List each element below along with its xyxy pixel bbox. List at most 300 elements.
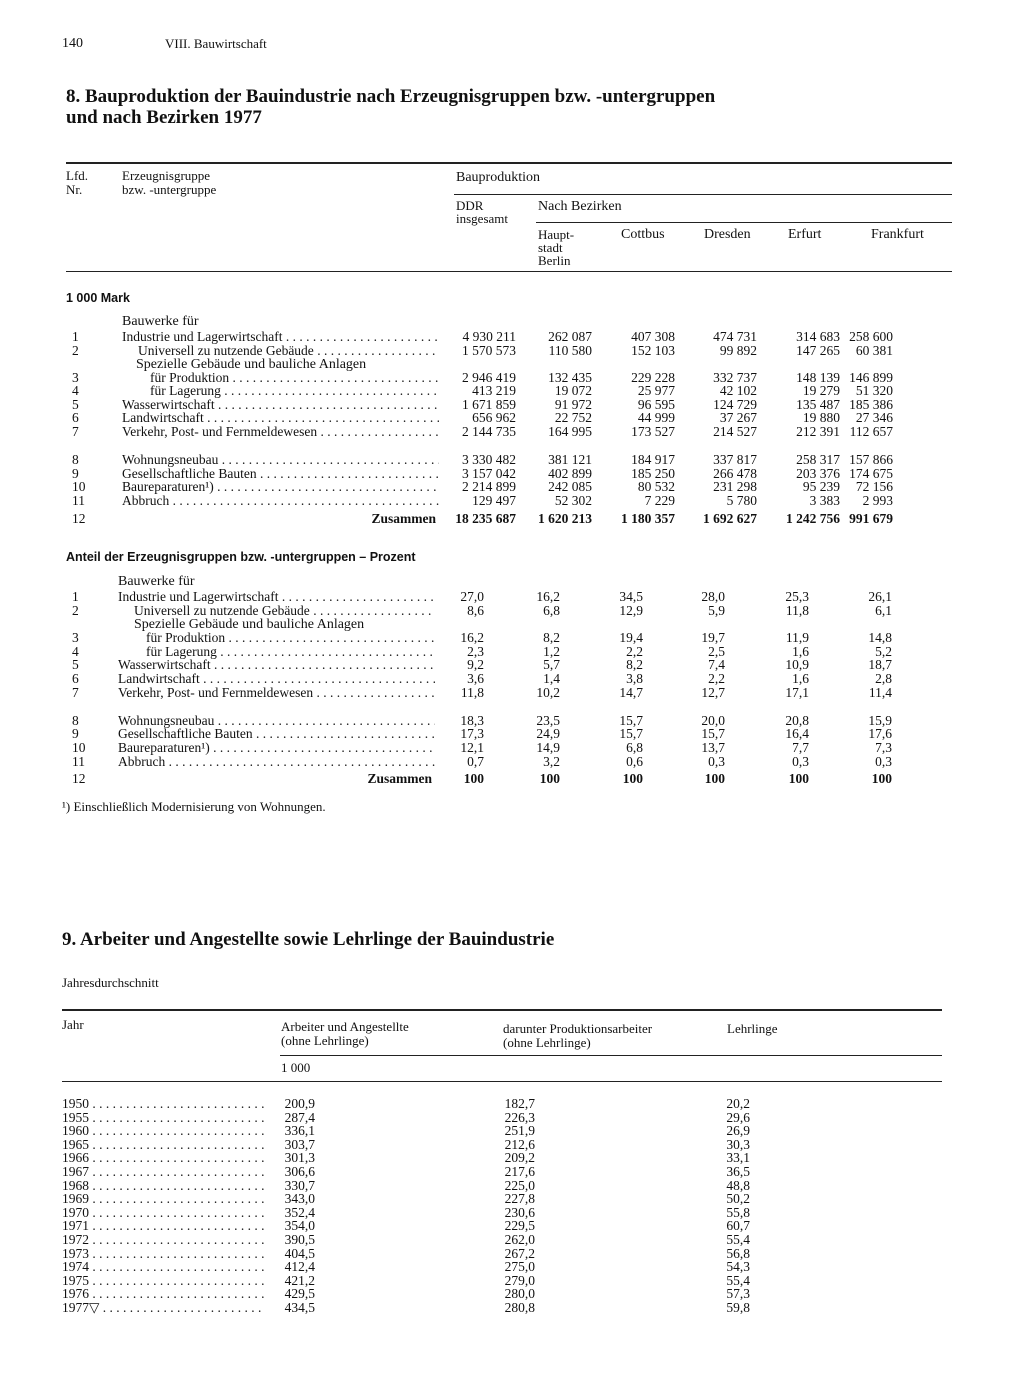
row-label: für Produktion . . . xyxy=(150,371,439,385)
table-cell: 251,9 xyxy=(504,1123,535,1139)
t9-head-col2b: (ohne Lehrlinge) xyxy=(503,1035,591,1050)
table-cell: 8,6 xyxy=(467,603,484,618)
row-number: 5 xyxy=(72,657,79,672)
table-cell: 214 527 xyxy=(713,424,757,439)
head-lfd: Lfd. xyxy=(66,168,89,183)
table-cell: 99 892 xyxy=(719,343,757,358)
table-cell: 2,8 xyxy=(875,671,892,686)
row-number: 10 xyxy=(72,740,86,755)
table-cell: 20,0 xyxy=(701,713,725,728)
table-cell: 11,8 xyxy=(460,685,484,700)
row-number: 11 xyxy=(72,754,85,769)
year-label: 1971 . . . xyxy=(62,1219,264,1233)
group-label: Bauwerke für xyxy=(122,314,199,329)
table-cell: 262,0 xyxy=(504,1232,535,1247)
section-title-mark: 1 000 Mark xyxy=(66,291,130,305)
row-label: Baureparaturen¹) . . . xyxy=(122,480,439,494)
table-cell: 42 102 xyxy=(719,383,757,398)
table-cell: 14,7 xyxy=(619,685,643,700)
head-cottbus: Cottbus xyxy=(621,227,665,242)
table-cell: 24,9 xyxy=(536,726,560,741)
table-cell: 184 917 xyxy=(631,452,675,467)
table9-row xyxy=(0,1233,1024,1247)
table-cell: 407 308 xyxy=(631,329,675,344)
table-cell: 16,2 xyxy=(460,630,484,645)
table-cell: 2 144 735 xyxy=(462,424,516,439)
table-cell: 28,0 xyxy=(701,589,725,604)
year-label: 1977▽ . . . xyxy=(62,1301,264,1315)
table-cell: 15,7 xyxy=(701,726,725,741)
table-cell: 336,1 xyxy=(284,1123,315,1139)
chapter-title: VIII. Bauwirtschaft xyxy=(165,36,267,51)
row-number: 1 xyxy=(72,329,79,344)
table-cell: 3 383 xyxy=(809,493,840,508)
table-cell: 19 072 xyxy=(554,383,592,398)
table-cell: 280,0 xyxy=(504,1286,535,1302)
table-cell: 26,1 xyxy=(868,589,892,604)
table-cell: 429,5 xyxy=(284,1286,315,1302)
table-cell: 10,2 xyxy=(536,685,560,700)
table-cell: 343,0 xyxy=(284,1191,315,1207)
table-cell: 2,3 xyxy=(467,644,484,659)
table-cell: 148 139 xyxy=(796,370,840,385)
table-cell: 212,6 xyxy=(504,1136,535,1152)
table-cell: 72 156 xyxy=(855,479,893,494)
table-cell: 100 xyxy=(788,771,809,786)
table-cell: 112 657 xyxy=(849,424,893,439)
table-cell: 0,3 xyxy=(875,754,892,769)
table-row xyxy=(0,330,1024,344)
table-cell: 100 xyxy=(539,771,560,786)
table-cell: 17,1 xyxy=(785,685,809,700)
table-cell: 55,8 xyxy=(726,1204,750,1220)
table-cell: 1 180 357 xyxy=(621,511,675,526)
table-cell: 5,2 xyxy=(875,644,892,659)
table-cell: 17,6 xyxy=(868,726,892,741)
row-label: für Lagerung . . . xyxy=(150,384,439,398)
table-row xyxy=(0,658,1024,672)
row-number: 9 xyxy=(72,726,79,741)
year-label: 1960 . . . xyxy=(62,1124,264,1138)
table-cell: 132 435 xyxy=(548,370,592,385)
table-cell: 100 xyxy=(704,771,725,786)
table-cell: 303,7 xyxy=(284,1136,315,1152)
table-cell: 13,7 xyxy=(701,740,725,755)
table-cell: 100 xyxy=(871,771,892,786)
table9-row xyxy=(0,1301,1024,1315)
t9-head-col3: Lehrlinge xyxy=(727,1021,778,1036)
row-label: Universell zu nutzende Gebäude . . . xyxy=(134,604,435,618)
table-cell: 110 580 xyxy=(548,343,592,358)
table-cell: 15,7 xyxy=(619,713,643,728)
table-cell: 19 880 xyxy=(802,410,840,425)
table-cell: 0,3 xyxy=(792,754,809,769)
table-cell: 19 279 xyxy=(802,383,840,398)
table-cell: 51 320 xyxy=(855,383,893,398)
table-cell: 124 729 xyxy=(713,397,757,412)
section-title-percent: Anteil der Erzeugnisgruppen bzw. -untergruppen – Prozent xyxy=(66,550,416,564)
table-cell: 1 620 213 xyxy=(538,511,592,526)
row-number: 5 xyxy=(72,397,79,412)
table-cell: 2,5 xyxy=(708,644,725,659)
table-cell: 173 527 xyxy=(631,424,675,439)
table-cell: 27 346 xyxy=(855,410,893,425)
row-label: Zusammen xyxy=(371,511,436,526)
row-label: Wasserwirtschaft . . . xyxy=(118,658,435,672)
table-cell: 227,8 xyxy=(504,1191,535,1207)
head-berlin3: Berlin xyxy=(538,253,571,268)
row-number: 7 xyxy=(72,424,79,439)
table-cell: 36,5 xyxy=(726,1164,750,1179)
table-row xyxy=(0,425,1024,439)
year-label: 1970 . . . xyxy=(62,1206,264,1220)
table-cell: 80 532 xyxy=(637,479,675,494)
table-cell: 5 780 xyxy=(726,493,757,508)
row-number: 3 xyxy=(72,630,79,645)
group-label-pct: Bauwerke für xyxy=(118,574,195,589)
table-cell: 1 692 627 xyxy=(703,511,757,526)
table-cell: 54,3 xyxy=(726,1259,750,1275)
table-cell: 25 977 xyxy=(637,383,675,398)
table8-title-line2: und nach Bezirken 1977 xyxy=(66,107,262,128)
t9-head-col2a: darunter Produktionsarbeiter xyxy=(503,1021,653,1036)
table-cell: 185 250 xyxy=(631,466,675,481)
t9-head-jahr: Jahr xyxy=(62,1017,84,1032)
year-label: 1975 . . . xyxy=(62,1274,264,1288)
table-cell: 4 930 211 xyxy=(462,329,516,344)
table-cell: 60 381 xyxy=(855,343,893,358)
table-cell: 20,8 xyxy=(785,713,809,728)
row-number: 9 xyxy=(72,466,79,481)
table-cell: 1,2 xyxy=(543,644,560,659)
table-row xyxy=(0,384,1024,398)
table-cell: 3,2 xyxy=(543,754,560,769)
table-cell: 1,6 xyxy=(792,671,809,686)
head-rule-1 xyxy=(454,194,952,195)
table-cell: 354,0 xyxy=(284,1218,315,1234)
table-cell: 381 121 xyxy=(548,452,592,467)
table9-top-rule xyxy=(62,1009,942,1011)
table-cell: 174 675 xyxy=(849,466,893,481)
table-cell: 95 239 xyxy=(802,479,840,494)
table-cell: 3 330 482 xyxy=(462,452,516,467)
table-cell: 33,1 xyxy=(726,1150,750,1166)
table-cell: 17,3 xyxy=(460,726,484,741)
table-cell: 19,4 xyxy=(619,630,643,645)
table-cell: 8,2 xyxy=(626,657,643,672)
table-cell: 991 679 xyxy=(849,511,893,526)
table-row xyxy=(0,631,1024,645)
table-cell: 337 817 xyxy=(713,452,757,467)
table-cell: 22 752 xyxy=(554,410,592,425)
table-cell: 212 391 xyxy=(796,424,840,439)
table-cell: 0,3 xyxy=(708,754,725,769)
row-number: 1 xyxy=(72,589,79,604)
table-row xyxy=(0,411,1024,425)
t9-head-bottom-rule xyxy=(62,1081,942,1082)
table-cell: 5,9 xyxy=(708,603,725,618)
table-cell: 50,2 xyxy=(726,1191,750,1207)
row-number: 3 xyxy=(72,370,79,385)
table-row xyxy=(0,512,1024,526)
table-cell: 20,2 xyxy=(726,1096,750,1111)
row-label: Zusammen xyxy=(367,771,432,786)
table-cell: 12,7 xyxy=(701,685,725,700)
table-cell: 412,4 xyxy=(284,1259,315,1275)
table-row xyxy=(0,686,1024,700)
row-label: Verkehr, Post- und Fernmeldewesen . . . xyxy=(122,425,439,439)
row-number: 8 xyxy=(72,713,79,728)
table-cell: 656 962 xyxy=(472,410,516,425)
year-label: 1974 . . . xyxy=(62,1260,264,1274)
head-erfurt: Erfurt xyxy=(788,227,822,242)
table-cell: 7 229 xyxy=(644,493,675,508)
table-cell: 23,5 xyxy=(536,713,560,728)
row-label: für Lagerung . . . xyxy=(146,645,435,659)
table-cell: 258 600 xyxy=(849,329,893,344)
row-label: Gesellschaftliche Bauten . . . xyxy=(122,467,439,481)
table-cell: 226,3 xyxy=(504,1109,535,1125)
table9-title: 9. Arbeiter und Angestellte sowie Lehrlinge der Bauindustrie xyxy=(62,929,555,950)
table-cell: 37 267 xyxy=(719,410,757,425)
row-label: Verkehr, Post- und Fernmeldewesen . . . xyxy=(118,686,435,700)
table-cell: 1,4 xyxy=(543,671,560,686)
row-label: Wohnungsneubau . . . xyxy=(122,453,439,467)
row-label: Landwirtschaft . . . xyxy=(122,411,439,425)
table-cell: 25,3 xyxy=(785,589,809,604)
table-cell: 421,2 xyxy=(284,1272,315,1288)
head-group1: Erzeugnisgruppe xyxy=(122,168,211,183)
table-cell: 164 995 xyxy=(548,424,592,439)
row-number: 8 xyxy=(72,452,79,467)
table-cell: 3 157 042 xyxy=(462,466,516,481)
table-cell: 267,2 xyxy=(504,1245,535,1261)
table-cell: 52 302 xyxy=(554,493,592,508)
table-cell: 266 478 xyxy=(713,466,757,481)
year-label: 1966 . . . xyxy=(62,1151,264,1165)
year-label: 1969 . . . xyxy=(62,1192,264,1206)
table-cell: 6,1 xyxy=(875,603,892,618)
table-cell: 404,5 xyxy=(284,1245,315,1261)
table-cell: 11,9 xyxy=(785,630,809,645)
table-row xyxy=(0,741,1024,755)
year-label: 1967 . . . xyxy=(62,1165,264,1179)
table-row xyxy=(0,727,1024,741)
row-number: 4 xyxy=(72,644,79,659)
table-cell: 6,8 xyxy=(543,603,560,618)
table-cell: 146 899 xyxy=(849,370,893,385)
table-cell: 1,6 xyxy=(792,644,809,659)
table-cell: 11,4 xyxy=(868,685,892,700)
table-cell: 217,6 xyxy=(504,1164,535,1179)
table-cell: 185 386 xyxy=(849,397,893,412)
head-berlin2: stadt xyxy=(538,240,563,255)
table-cell: 2 214 899 xyxy=(462,479,516,494)
table-row xyxy=(0,453,1024,467)
table-cell: 18,7 xyxy=(868,657,892,672)
table-cell: 279,0 xyxy=(504,1272,535,1288)
sub-label-pct: Spezielle Gebäude und bauliche Anlagen xyxy=(134,617,365,632)
table-cell: 11,8 xyxy=(785,603,809,618)
head-ddr2: insgesamt xyxy=(456,211,508,226)
table-cell: 2 946 419 xyxy=(462,370,516,385)
head-dresden: Dresden xyxy=(704,227,751,242)
head-nr: Nr. xyxy=(66,182,83,197)
table-row xyxy=(0,590,1024,604)
table-cell: 280,8 xyxy=(504,1300,535,1315)
table-cell: 352,4 xyxy=(284,1204,315,1220)
table-cell: 7,4 xyxy=(708,657,725,672)
table-cell: 6,8 xyxy=(626,740,643,755)
table-cell: 231 298 xyxy=(713,479,757,494)
table-cell: 34,5 xyxy=(619,589,643,604)
row-label: Wohnungsneubau . . . xyxy=(118,714,435,728)
year-label: 1973 . . . xyxy=(62,1247,264,1261)
table-cell: 314 683 xyxy=(796,329,840,344)
table-cell: 48,8 xyxy=(726,1177,750,1193)
row-number: 2 xyxy=(72,603,79,618)
table-cell: 19,7 xyxy=(701,630,725,645)
table-cell: 27,0 xyxy=(460,589,484,604)
row-number: 12 xyxy=(72,511,86,526)
table-cell: 14,9 xyxy=(536,740,560,755)
table-cell: 157 866 xyxy=(849,452,893,467)
table-cell: 16,4 xyxy=(785,726,809,741)
table-cell: 1 242 756 xyxy=(786,511,840,526)
table-cell: 0,7 xyxy=(467,754,484,769)
table-cell: 129 497 xyxy=(472,493,516,508)
table-row xyxy=(0,672,1024,686)
table-cell: 100 xyxy=(463,771,484,786)
year-label: 1976 . . . xyxy=(62,1287,264,1301)
table-cell: 182,7 xyxy=(504,1096,535,1111)
t9-unit: 1 000 xyxy=(281,1060,311,1075)
table-cell: 29,6 xyxy=(726,1109,750,1125)
table-cell: 203 376 xyxy=(796,466,840,481)
table-cell: 2 993 xyxy=(862,493,893,508)
row-label: Universell zu nutzende Gebäude . . . xyxy=(138,344,439,358)
table9-row xyxy=(0,1097,1024,1111)
row-number: 11 xyxy=(72,493,85,508)
table8-title-line1: 8. Bauproduktion der Bauindustrie nach Erzeugnisgruppen bzw. -untergruppen xyxy=(66,86,716,107)
row-label: Abbruch . . . xyxy=(122,494,439,508)
table-cell: 1 570 573 xyxy=(462,343,516,358)
year-label: 1972 . . . xyxy=(62,1233,264,1247)
head-ddr1: DDR xyxy=(456,198,484,213)
table-row xyxy=(0,604,1024,618)
table-cell: 30,3 xyxy=(726,1136,750,1152)
table-cell: 330,7 xyxy=(284,1177,315,1193)
row-label: Wasserwirtschaft . . . xyxy=(122,398,439,412)
table-cell: 225,0 xyxy=(504,1177,535,1193)
table-cell: 3,6 xyxy=(467,671,484,686)
row-number: 7 xyxy=(72,685,79,700)
table-cell: 15,9 xyxy=(868,713,892,728)
table-cell: 57,3 xyxy=(726,1286,750,1302)
row-label: Baureparaturen¹) . . . xyxy=(118,741,435,755)
table-cell: 3,8 xyxy=(626,671,643,686)
table-cell: 96 595 xyxy=(637,397,675,412)
table-cell: 152 103 xyxy=(631,343,675,358)
row-label: Landwirtschaft . . . xyxy=(118,672,435,686)
sub-label: Spezielle Gebäude und bauliche Anlagen xyxy=(136,357,367,372)
year-label: 1968 . . . xyxy=(62,1179,264,1193)
table-cell: 26,9 xyxy=(726,1123,750,1139)
table-cell: 14,8 xyxy=(868,630,892,645)
t9-head-col1b: (ohne Lehrlinge) xyxy=(281,1033,369,1048)
page-number: 140 xyxy=(62,36,83,51)
table-cell: 18 235 687 xyxy=(455,511,516,526)
footnote: ¹) Einschließlich Modernisierung von Wohnungen. xyxy=(62,799,326,814)
year-label: 1965 . . . xyxy=(62,1138,264,1152)
table-cell: 60,7 xyxy=(726,1218,750,1234)
table-cell: 12,1 xyxy=(460,740,484,755)
table-row xyxy=(0,344,1024,358)
table-cell: 12,9 xyxy=(619,603,643,618)
table-cell: 275,0 xyxy=(504,1259,535,1275)
table-cell: 390,5 xyxy=(284,1232,315,1247)
table-cell: 209,2 xyxy=(504,1150,535,1166)
table-cell: 2,2 xyxy=(708,671,725,686)
table-cell: 7,3 xyxy=(875,740,892,755)
table-cell: 8,2 xyxy=(543,630,560,645)
table-cell: 44 999 xyxy=(637,410,675,425)
head-berlin1: Haupt- xyxy=(538,227,575,242)
table-cell: 200,9 xyxy=(284,1096,315,1111)
table-cell: 402 899 xyxy=(548,466,592,481)
table-cell: 59,8 xyxy=(726,1300,750,1315)
table-cell: 262 087 xyxy=(548,329,592,344)
row-number: 6 xyxy=(72,671,79,686)
head-nach-bezirken: Nach Bezirken xyxy=(538,199,622,214)
head-bottom-rule xyxy=(66,271,952,272)
table-cell: 147 265 xyxy=(796,343,840,358)
t9-head-col1a: Arbeiter und Angestellte xyxy=(281,1019,409,1034)
row-label: Abbruch . . . xyxy=(118,755,435,769)
table-cell: 55,4 xyxy=(726,1272,750,1288)
table8-top-rule xyxy=(66,162,952,164)
head-group2: bzw. -untergruppe xyxy=(122,182,217,197)
table-cell: 100 xyxy=(622,771,643,786)
head-bauproduktion: Bauproduktion xyxy=(456,170,540,185)
table-cell: 5,7 xyxy=(543,657,560,672)
table-cell: 18,3 xyxy=(460,713,484,728)
table9-row xyxy=(0,1165,1024,1179)
table-cell: 474 731 xyxy=(713,329,757,344)
table-cell: 301,3 xyxy=(284,1150,315,1166)
table-cell: 332 737 xyxy=(713,370,757,385)
table-cell: 9,2 xyxy=(467,657,484,672)
table-cell: 15,7 xyxy=(619,726,643,741)
row-label: Gesellschaftliche Bauten . . . xyxy=(118,727,435,741)
row-label: Industrie und Lagerwirtschaft . . . xyxy=(122,330,439,344)
table-cell: 287,4 xyxy=(284,1109,315,1125)
row-number: 4 xyxy=(72,383,79,398)
table-row xyxy=(0,772,1024,786)
table9-subtitle: Jahresdurchschnitt xyxy=(62,975,159,990)
row-number: 12 xyxy=(72,771,86,786)
table-row xyxy=(0,480,1024,494)
table-cell: 230,6 xyxy=(504,1204,535,1220)
table-cell: 2,2 xyxy=(626,644,643,659)
table-row xyxy=(0,494,1024,508)
table-cell: 1 671 859 xyxy=(462,397,516,412)
table-cell: 434,5 xyxy=(284,1300,315,1315)
row-number: 2 xyxy=(72,343,79,358)
table-cell: 242 085 xyxy=(548,479,592,494)
year-label: 1950 . . . xyxy=(62,1097,264,1111)
table-cell: 258 317 xyxy=(796,452,840,467)
